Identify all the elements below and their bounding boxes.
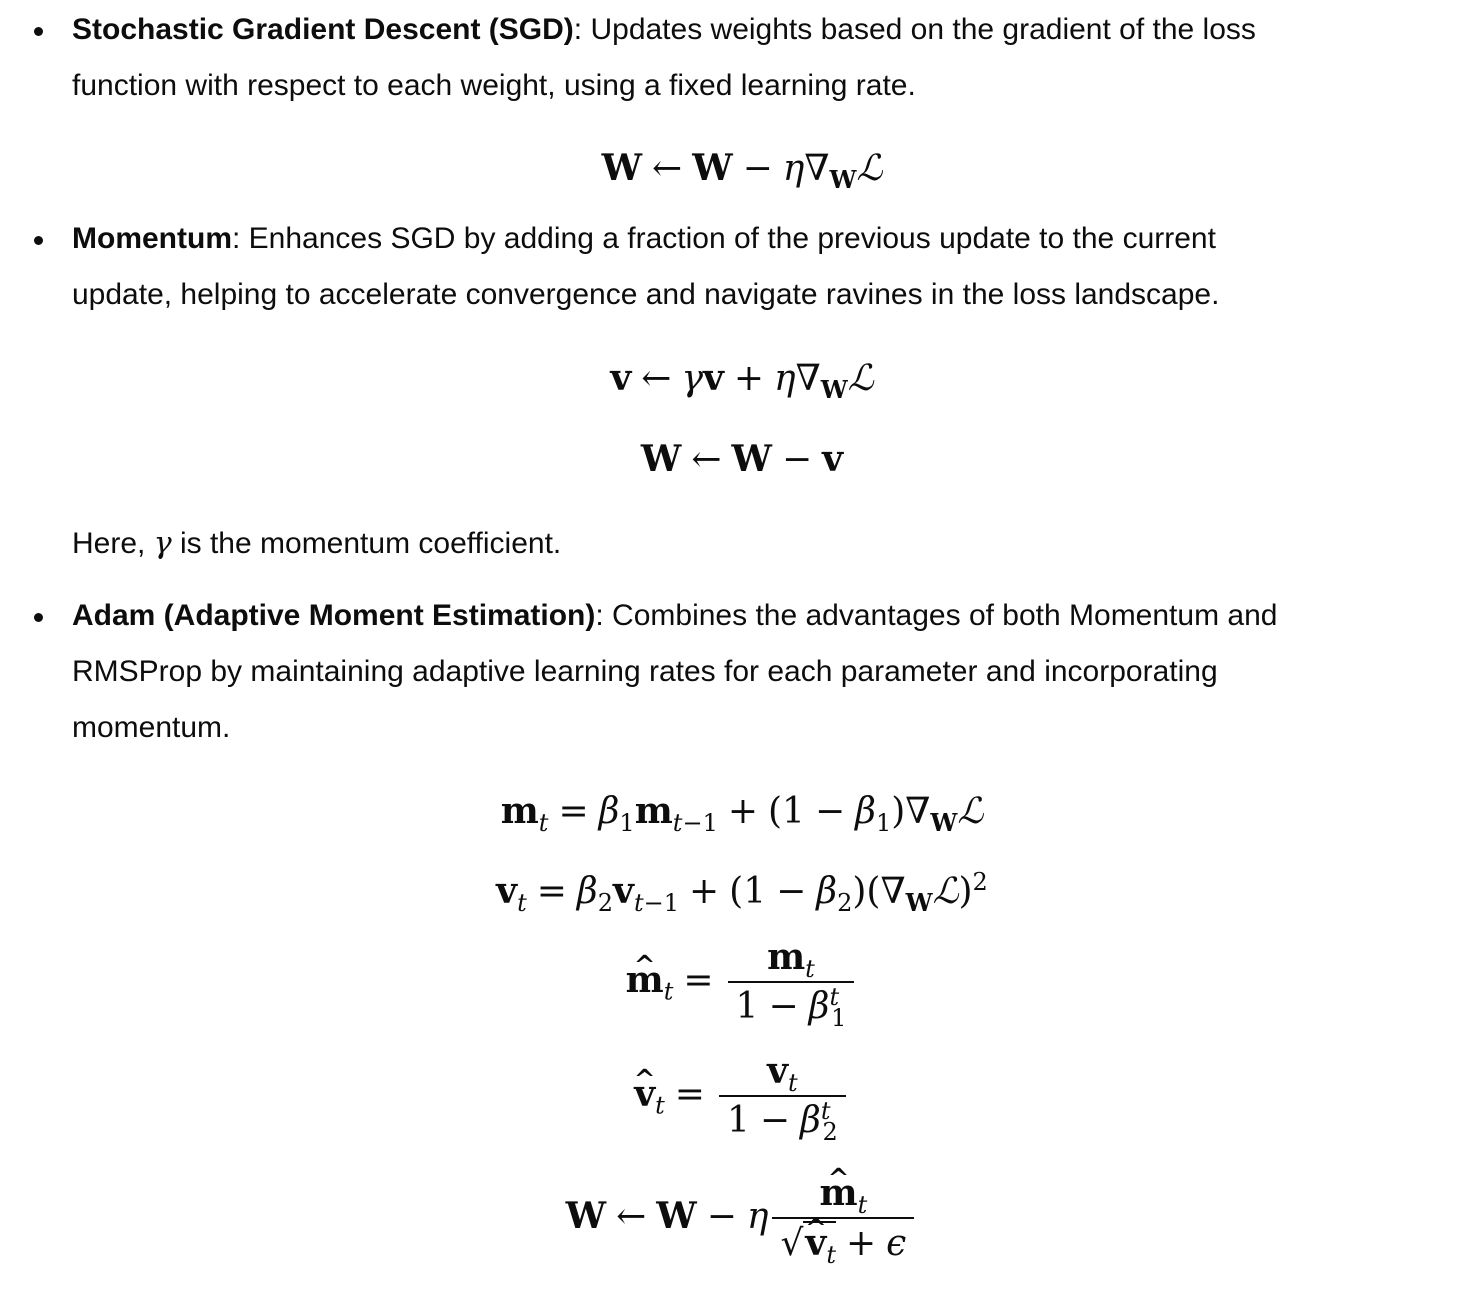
momentum-term: Momentum: [72, 222, 232, 255]
equation-adam-first-moment: $m_t = \beta_1m_{t-1} + (1$ − $\beta_1)\nabla_Wℒ$: [500, 790, 984, 838]
momentum-text-line2: update, helping to accelerate convergence and navigate ravines in the loss landscape.: [72, 278, 1220, 311]
sgd-text-line1: : Updates weights based on the gradient of the loss: [573, 13, 1256, 46]
bullet-adam: [34, 613, 43, 622]
momentum-coefficient-note: [72, 516, 1462, 572]
adam-text-line2: RMSProp by maintaining adaptive learning rates for each parameter and incorporating: [72, 655, 1218, 688]
equation-momentum-weights: W ← W − v: [640, 438, 844, 480]
adam-text-line3: momentum.: [72, 711, 231, 744]
sgd-term: Stochastic Gradient Descent (SGD): [72, 13, 574, 46]
adam-text-line1: : Combines the advantages of both Momentum and: [595, 599, 1278, 632]
equation-momentum-velocity: v ← $\gamma v + \eta\nabla_Wℒ$: [610, 357, 874, 405]
sgd-description: [72, 2, 1462, 114]
equation-adam-weight-update: W ← W − η ^ $\frac{m_t}{√\^{} v_t + \epsilon}$: [0, 1170, 1484, 1268]
sgd-text-line2: function with respect to each weight, using a fixed learning rate.: [72, 69, 916, 102]
equation-adam-bias-corrected-v: ^ $v_t$ = $\frac{v_t}{1 - \beta^t_2}$: [0, 1048, 1484, 1145]
equation-adam-bias-corrected-m: ^ $m_t$ = $\frac{m_t}{1 - \beta^t_1}$: [0, 934, 1484, 1031]
equation-adam-second-moment: $v_t = \beta_2v_{t-1} + (1$ − $\beta_2)(\nabla_Wℒ)^2$: [496, 868, 988, 918]
equation-sgd-update: W ← $W - \eta\nabla_Wℒ$: [601, 147, 883, 195]
momentum-text-line1: : Enhances SGD by adding a fraction of the previous update to the current: [232, 222, 1216, 255]
momentum-description: [72, 211, 1462, 323]
bullet-sgd: [34, 27, 43, 36]
adam-description: [72, 588, 1462, 756]
note-prefix: Here,: [72, 527, 154, 560]
gamma-symbol: γ: [153, 526, 172, 561]
adam-term: Adam (Adaptive Moment Estimation): [72, 599, 596, 632]
note-suffix: is the momentum coefficient.: [171, 527, 562, 560]
bullet-momentum: [34, 236, 43, 245]
